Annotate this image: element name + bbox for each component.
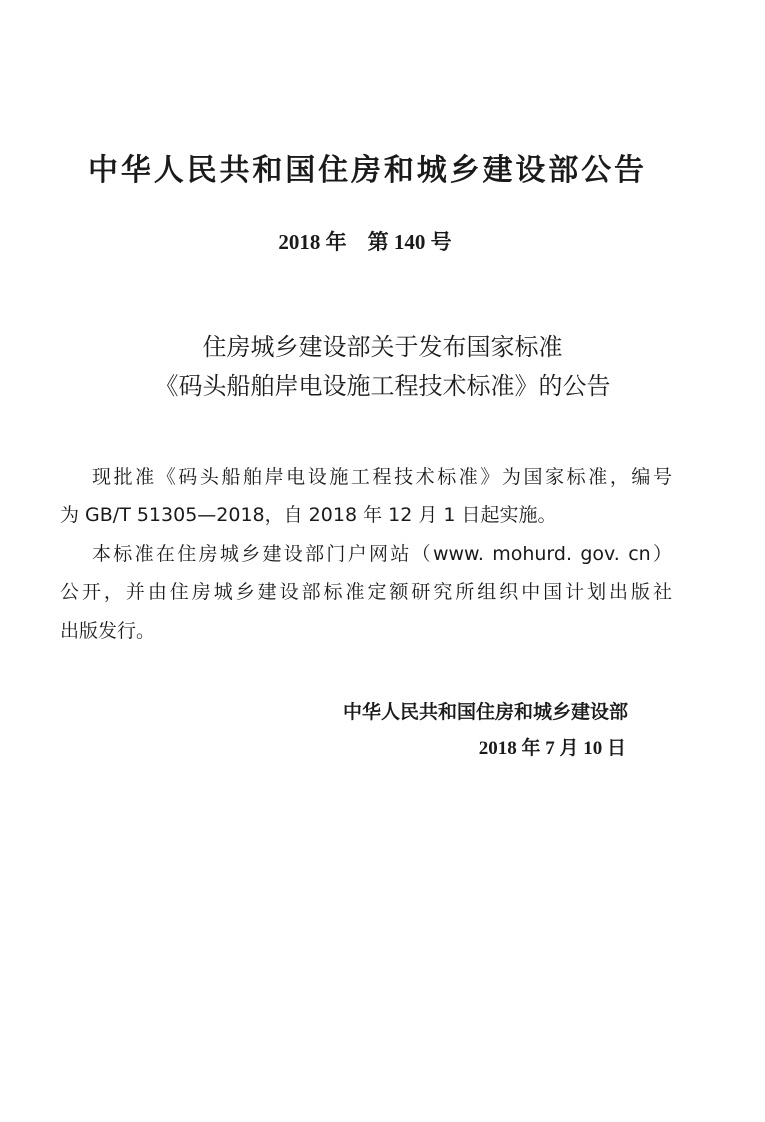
paragraph-1-line-2: 为 GB/T 51305—2018，自 2018 年 12 月 1 日起实施。	[60, 504, 557, 526]
paragraph-1-line-1: 现批准《码头船舶岸电设施工程技术标准》为国家标准，编号	[92, 466, 672, 488]
document-title: 中华人民共和国住房和城乡建设部公告	[88, 153, 644, 188]
paragraph-2-line-1: 本标准在住房城乡建设部门户网站（www. mohurd. gov. cn）	[92, 543, 672, 565]
issue-date: 2018 年 7 月 10 日	[478, 738, 626, 759]
subtitle-line-2: 《码头船舶岸电设施工程技术标准》的公告	[154, 372, 611, 400]
subtitle-line-1: 住房城乡建设部关于发布国家标准	[202, 333, 563, 361]
issuer-signature: 中华人民共和国住房和城乡建设部	[342, 701, 628, 723]
paragraph-2-line-3: 出版发行。	[60, 620, 156, 642]
paragraph-2-line-2: 公开，并由住房城乡建设部标准定额研究所组织中国计划出版社	[60, 581, 672, 603]
announcement-number: 2018 年 第 140 号	[278, 230, 452, 254]
